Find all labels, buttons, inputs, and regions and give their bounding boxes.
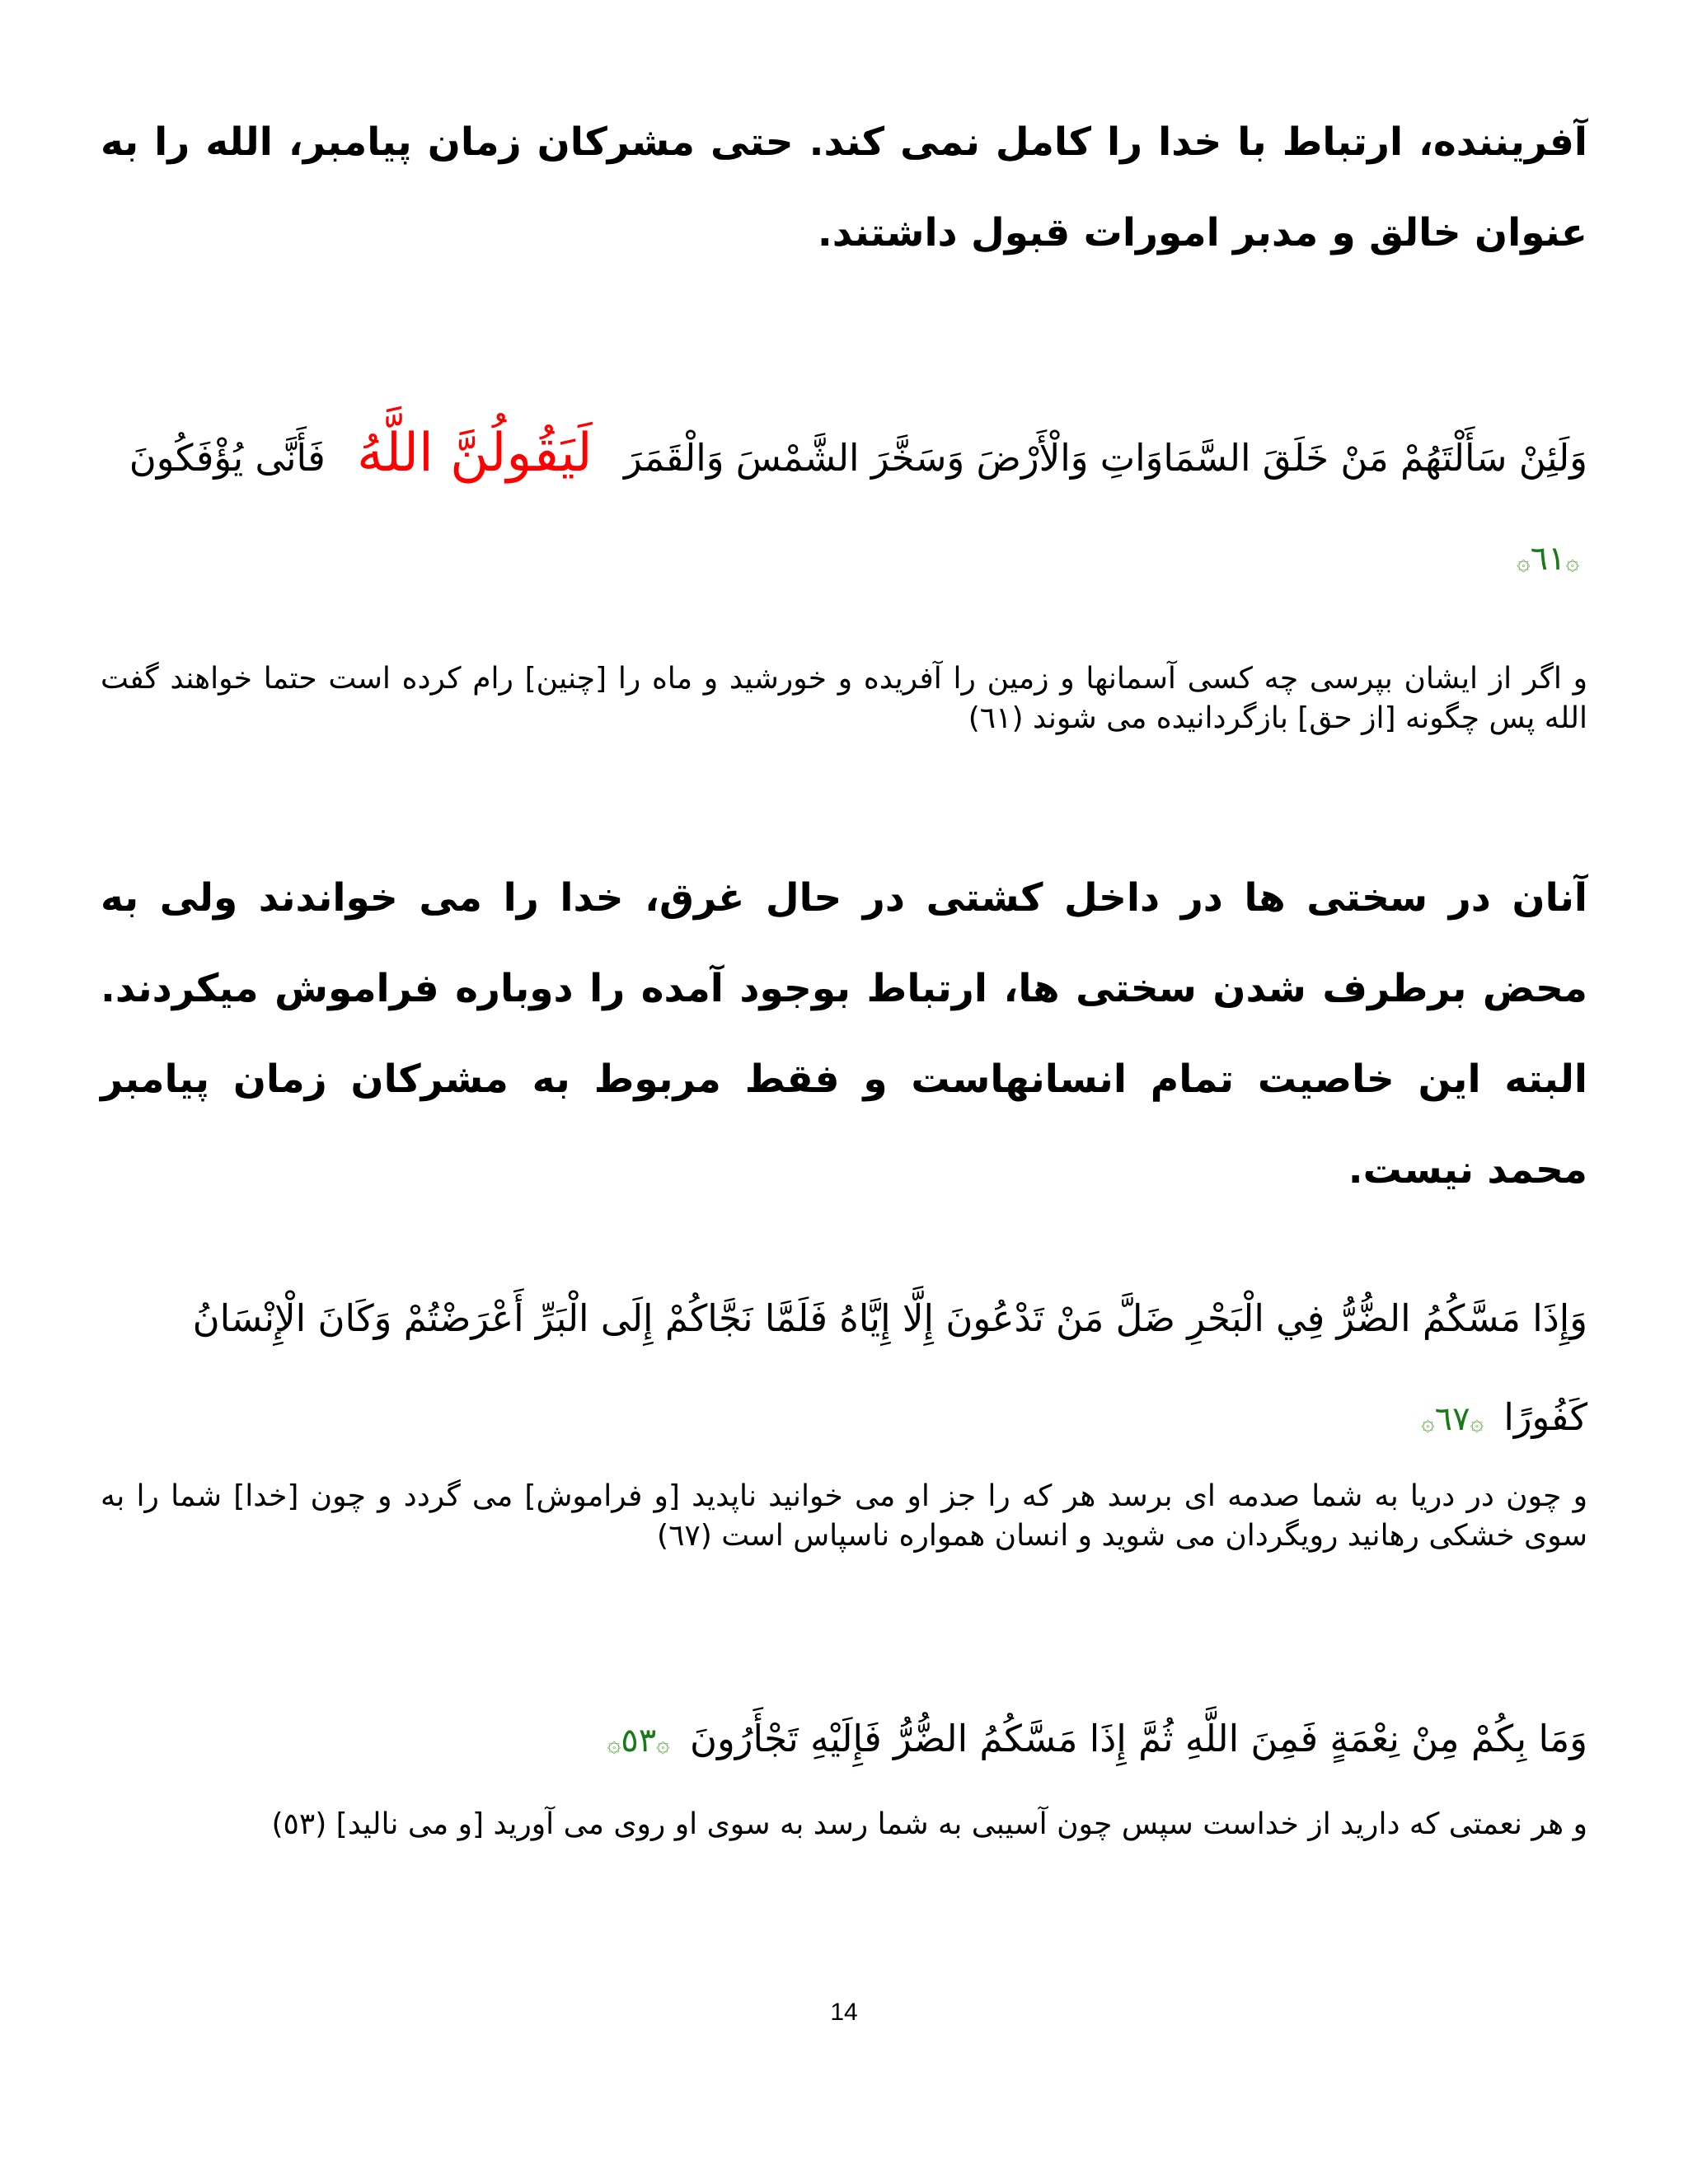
document-page <box>101 0 1587 2184</box>
verse-61-text-after: فَأَنَّى يُؤْفَكُونَ <box>129 436 326 480</box>
verse-53-number-marker <box>607 1722 670 1760</box>
verse-67-number-marker <box>1421 1400 1484 1438</box>
page-number: 14 <box>830 1999 858 2026</box>
ornament-icon: ۞ <box>1517 548 1531 575</box>
quran-verse-53 <box>101 1690 1587 1793</box>
verse-61-text-before: وَلَئِنْ سَأَلْتَهُمْ مَنْ خَلَقَ السَّمَاوَاتِ وَالْأَرْضَ وَسَخَّرَ الشَّمْسَ وَالْقَمَرَ <box>623 436 1587 480</box>
quran-verse-61 <box>101 404 1587 612</box>
translation-67: و چون در دریا به شما صدمه ای برسد هر که را جز او می خوانید ناپدید [و فراموش] می گردد و چون [خدا] شما را به سوی خشکی رهانید رویگردان می شوید و انسان همواره ناسپاس است (٦٧) <box>101 1479 1587 1553</box>
ornament-icon: ۞ <box>607 1730 621 1757</box>
translation-53: و هر نعمتی که دارید از خداست سپس چون آسیبی به شما رسد به سوی او روی می آورید [و می نالید] (٥٣) <box>271 1807 1587 1841</box>
verse-53-number: ٥٣ <box>621 1722 657 1760</box>
body-paragraph: آنان در سختی ها در داخل کشتی در حال غرق، خدا را می خواندند ولی به محض برطرف شدن سختی ها، ارتباط بوجود آمده را دوباره فراموش میکردند. البته این خاصیت تمام انسانهاست و فقط مربوط به مشرکان زمان پیامبر محمد نیست. <box>101 875 1587 1193</box>
verse-61-highlight: لَيَقُولُنَّ اللَّهُ <box>357 423 593 484</box>
ornament-icon: ۞ <box>1421 1408 1435 1436</box>
verse-61-number-marker <box>1517 540 1579 578</box>
verse-61-number: ٦١ <box>1530 540 1566 578</box>
ornament-icon: ۞ <box>1470 1408 1484 1436</box>
verse-67-number: ٦٧ <box>1434 1400 1470 1438</box>
intro-paragraph: آفریننده، ارتباط با خدا را کامل نمی کند. حتی مشرکان زمان پیامبر، الله را به عنوان خالق و مدبر امورات قبول داشتند. <box>101 120 1587 255</box>
verse-67-text: وَإِذَا مَسَّكُمُ الضُّرُّ فِي الْبَحْرِ ضَلَّ مَنْ تَدْعُونَ إِلَّا إِيَّاهُ فَلَمَّا نَجَّاكُمْ إِلَى الْبَرِّ أَعْرَضْتُمْ وَكَانَ الْإِنْسَانُ كَفُورًا <box>192 1296 1587 1439</box>
ornament-icon: ۞ <box>656 1730 670 1757</box>
quran-verse-67 <box>101 1269 1587 1472</box>
translation-61: و اگر از ایشان بپرسی چه کسی آسمانها و زمین را آفریده و خورشید و ماه را [چنین] رام کرده است حتما خواهند گفت الله پس چگونه [از حق] بازگردانیده می شوند (٦١) <box>101 662 1587 735</box>
verse-53-text: وَمَا بِكُمْ مِنْ نِعْمَةٍ فَمِنَ اللَّهِ ثُمَّ إِذَا مَسَّكُمُ الضُّرُّ فَإِلَيْهِ تَجْأَرُونَ <box>689 1717 1587 1760</box>
ornament-icon: ۞ <box>1565 548 1579 575</box>
